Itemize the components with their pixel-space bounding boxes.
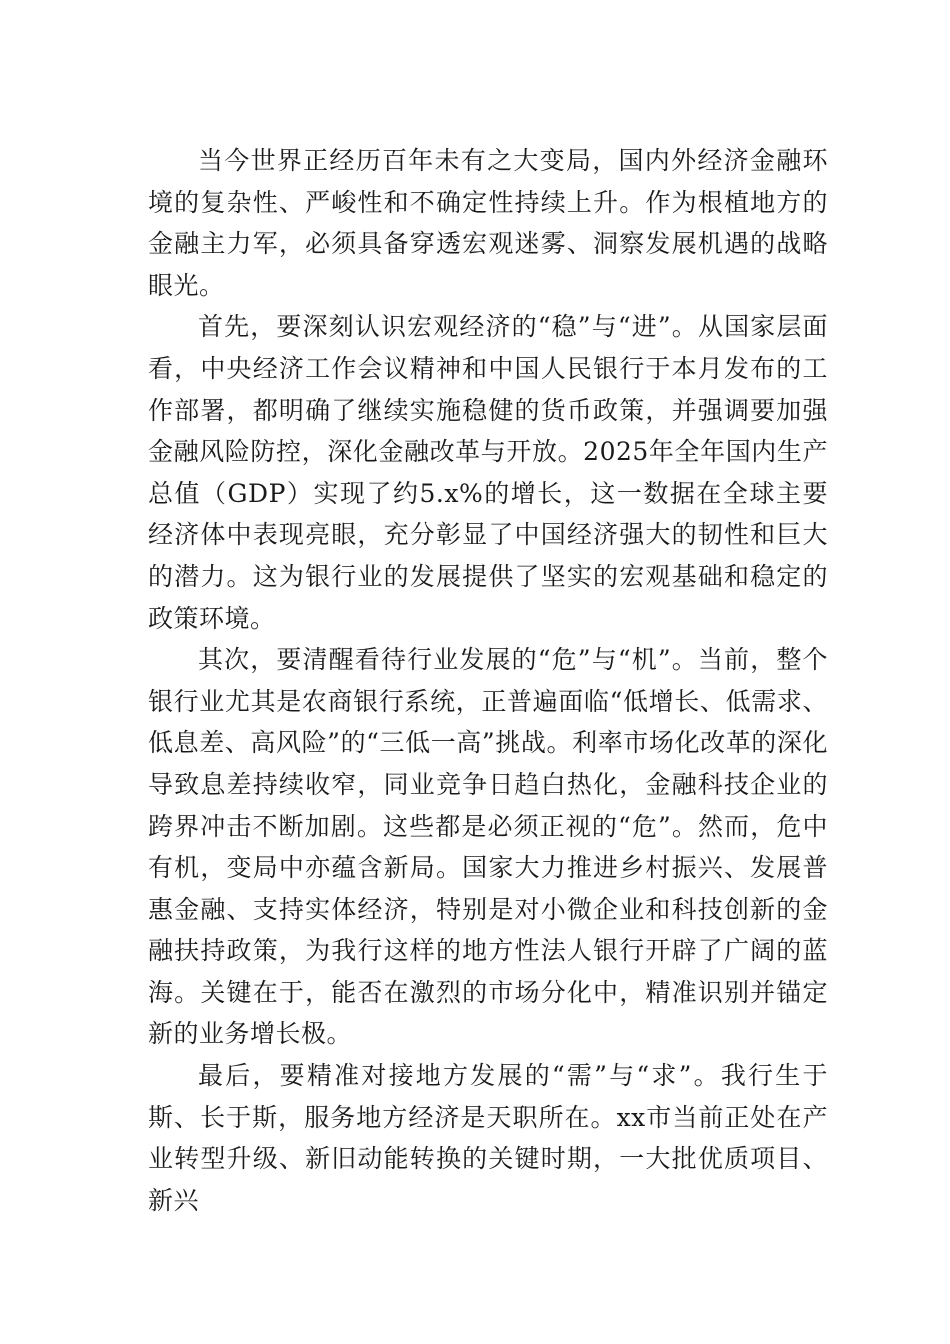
paragraph-macro-economy: 首先，要深刻认识宏观经济的“稳”与“进”。从国家层面看，中央经济工作会议精神和中国人民银行于本月发布的工作部署，都明确了继续实施稳健的货币政策，并强调要加强金融风险防控，深化金融改革与开放。2025年全年国内生产总值（GDP）实现了约5.x%的增长，这一数据在全球主要经济体中表现亮眼，充分彰显了中国经济强大的韧性和巨大的潜力。这为银行业的发展提供了坚实的宏观基础和稳定的政策环境。 — [148, 312, 828, 633]
paragraph-industry-risk-opportunity: 其次，要清醒看待行业发展的“危”与“机”。当前，整个银行业尤其是农商银行系统，正普遍面临“低增长、低需求、低息差、高风险”的“三低一高”挑战。利率市场化改革的深化导致息差持续收窄，同业竞争日趋白热化，金融科技企业的跨界冲击不断加剧。这些都是必须正视的“危”。然而，危中有机，变局中亦蕴含新局。国家大力推进乡村振兴、发展普惠金融、支持实体经济，特别是对小微企业和科技创新的金融扶持政策，为我行这样的地方性法人银行开辟了广阔的蓝海。关键在于，能否在激烈的市场分化中，精准识别并锚定新的业务增长极。 — [148, 645, 828, 1049]
paragraph-local-development: 最后，要精准对接地方发展的“需”与“求”。我行生于斯、长于斯，服务地方经济是天职所在。xx市当前正处在产业转型升级、新旧动能转换的关键时期，一大批优质项目、新兴 — [148, 1061, 828, 1215]
paragraph-intro: 当今世界正经历百年未有之大变局，国内外经济金融环境的复杂性、严峻性和不确定性持续上升。作为根植地方的金融主力军，必须具备穿透宏观迷雾、洞察发展机遇的战略眼光。 — [148, 146, 828, 300]
document-body — [148, 140, 828, 1221]
